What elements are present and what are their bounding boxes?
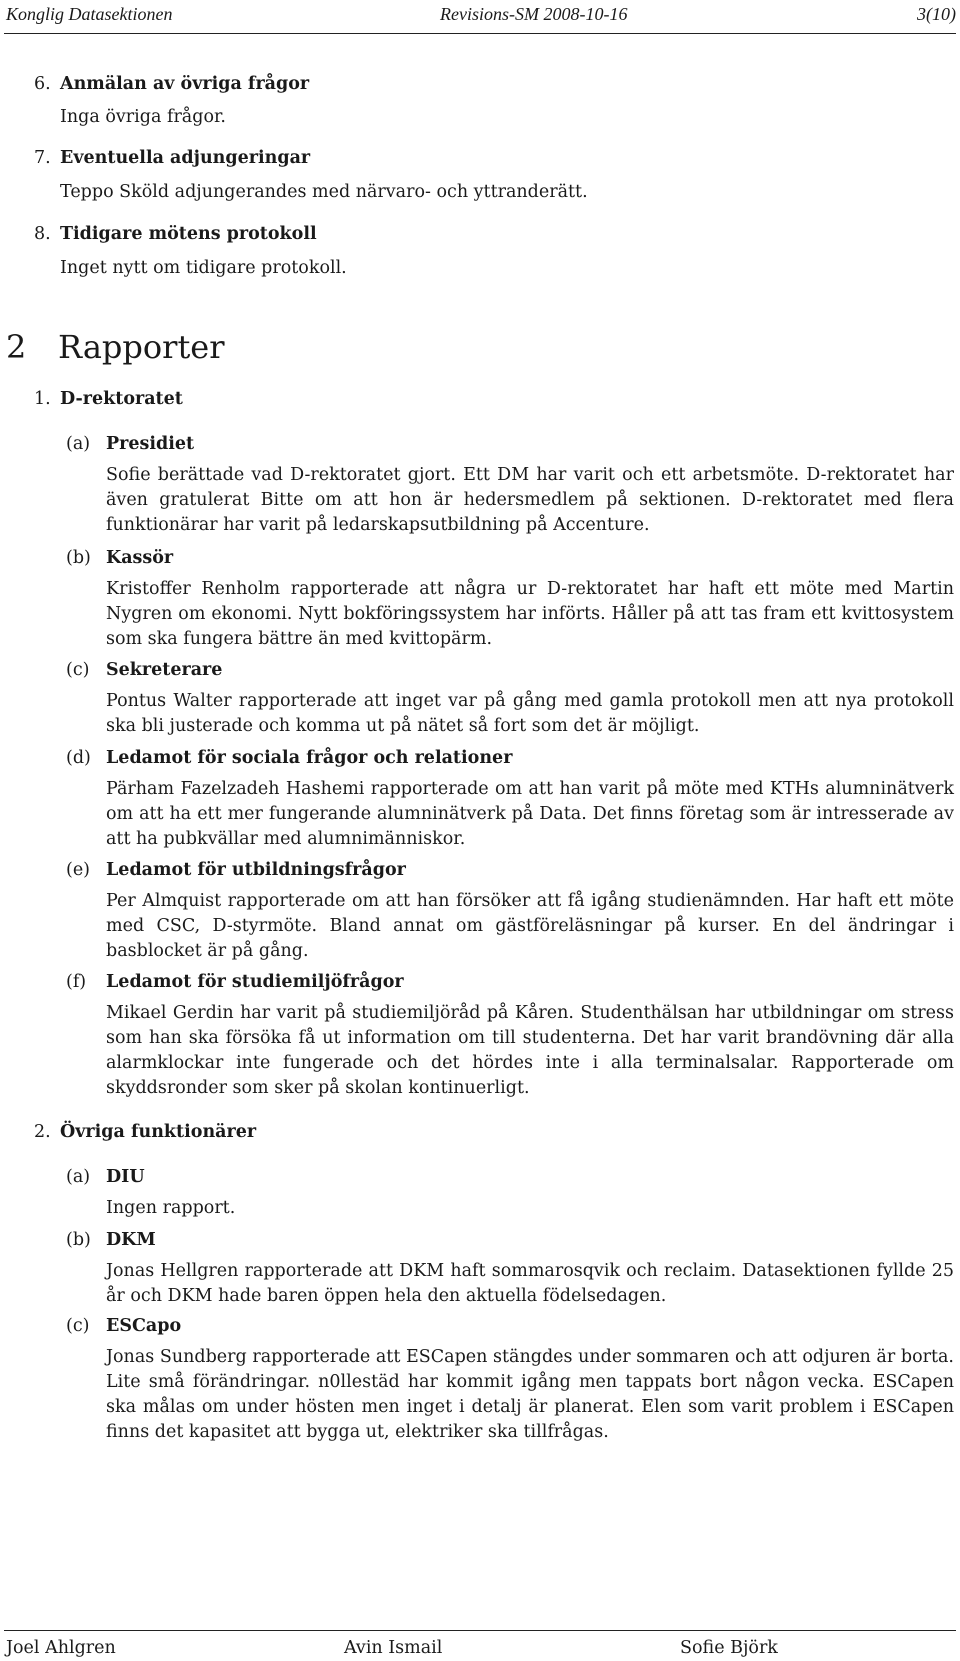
agenda-item-title: Anmälan av övriga frågor xyxy=(60,74,310,94)
footer-signatory-1: Joel Ahlgren xyxy=(6,1638,116,1658)
header-rule xyxy=(4,33,956,34)
item-label: (c) xyxy=(66,660,90,680)
footer-rule xyxy=(4,1630,956,1631)
item-heading: DIU xyxy=(106,1167,145,1187)
item-text: Per Almquist rapporterade om att han försöker att få igång studienämnden. Har haft ett möte med CSC, D-styrmöte. Bland annat om gästföreläsningar på kurser. En del ändringar i basblocket är på gång. xyxy=(106,891,954,961)
item-text: Sofie berättade vad D-rektoratet gjort. Ett DM har varit och ett arbetsmöte. D-rektoratet har även gratulerat Bitte om att hon är hedersmedlem på sektionen. D-rektoratet med flera funktionärar har varit på ledarskapsutbildning på Accenture. xyxy=(106,465,954,535)
item-label: (c) xyxy=(66,1316,90,1336)
item-heading: Ledamot för utbildningsfrågor xyxy=(106,860,406,880)
subsection-number: 2. xyxy=(34,1122,51,1142)
header-org: Konglig Datasektionen xyxy=(6,4,173,24)
agenda-item-number: 6. xyxy=(34,74,51,94)
item-text: Jonas Sundberg rapporterade att ESCapen stängdes under sommaren och att odjuren är borta. Lite små förändringar. n0llestäd har kommit igång men tappats bort någon vecka. ESCapen ska målas om under hösten men inget i detalj är planerat. Elen som varit problem i ESCapen finns det kapasitet att bygga ut, elektriker ska tillfrågas. xyxy=(106,1347,954,1442)
item-heading: Kassör xyxy=(106,548,174,568)
item-text: Ingen rapport. xyxy=(106,1198,236,1218)
page-header xyxy=(0,4,960,28)
item-label: (a) xyxy=(66,434,91,454)
item-heading: DKM xyxy=(106,1230,156,1250)
agenda-item-body: Teppo Sköld adjungerandes med närvaro- och yttranderätt. xyxy=(60,182,588,202)
item-text: Jonas Hellgren rapporterade att DKM haft sommarosqvik och reclaim. Datasektionen fyllde 25 år och DKM hade baren öppen hela den aktuella födelsedagen. xyxy=(106,1261,954,1306)
item-heading: ESCapo xyxy=(106,1316,182,1336)
subsection-number: 1. xyxy=(34,389,51,409)
item-label: (f) xyxy=(66,972,87,992)
item-heading: Ledamot för studiemiljöfrågor xyxy=(106,972,404,992)
agenda-item-title: Eventuella adjungeringar xyxy=(60,148,311,168)
header-page-number: 3(10) xyxy=(917,4,956,24)
subsection-title: Övriga funktionärer xyxy=(60,1122,257,1142)
subsection-title: D-rektoratet xyxy=(60,389,183,409)
item-label: (e) xyxy=(66,860,91,880)
item-label: (b) xyxy=(66,1230,91,1250)
section-number: 2 xyxy=(6,328,27,366)
item-text: Mikael Gerdin har varit på studiemiljöråd på Kåren. Studenthälsan har utbildningar om stress som han ska försöka få ut information om till studenterna. Det har varit brandövning där alla alarmklockar inte fungerade och det hördes inte i alla terminalsalar. Rapporterade om skyddsronder som sker på skolan kontinuerligt. xyxy=(106,1003,954,1098)
item-label: (a) xyxy=(66,1167,91,1187)
item-heading: Sekreterare xyxy=(106,660,223,680)
agenda-item-number: 7. xyxy=(34,148,51,168)
item-text: Kristoffer Renholm rapporterade att några ur D-rektoratet har haft ett möte med Martin Nygren om ekonomi. Nytt bokföringssystem har införts. Håller på att tas fram ett kvittosystem som ska fungera bättre än med kvittopärm. xyxy=(106,579,954,649)
item-text: Pärham Fazelzadeh Hashemi rapporterade om att han varit på möte med KTHs alumninätverk om att ha ett mer fungerande alumninätverk på Data. Det finns företag som är intresserade av att ha pubkvällar med alumnimänniskor. xyxy=(106,779,954,849)
agenda-item-body: Inga övriga frågor. xyxy=(60,107,226,127)
footer-signatory-3: Sofie Björk xyxy=(680,1638,778,1658)
item-heading: Ledamot för sociala frågor och relationer xyxy=(106,748,513,768)
header-meeting: Revisions-SM 2008-10-16 xyxy=(440,4,628,24)
section-title: Rapporter xyxy=(58,328,225,366)
item-heading: Presidiet xyxy=(106,434,195,454)
item-text: Pontus Walter rapporterade att inget var på gång med gamla protokoll men att nya protokoll ska bli justerade och komma ut på nätet så fort som det är möjligt. xyxy=(106,691,954,736)
footer-signatory-2: Avin Ismail xyxy=(344,1638,443,1658)
agenda-item-number: 8. xyxy=(34,224,51,244)
item-label: (b) xyxy=(66,548,91,568)
agenda-item-title: Tidigare mötens protokoll xyxy=(60,224,317,244)
item-label: (d) xyxy=(66,748,91,768)
agenda-item-body: Inget nytt om tidigare protokoll. xyxy=(60,258,347,278)
